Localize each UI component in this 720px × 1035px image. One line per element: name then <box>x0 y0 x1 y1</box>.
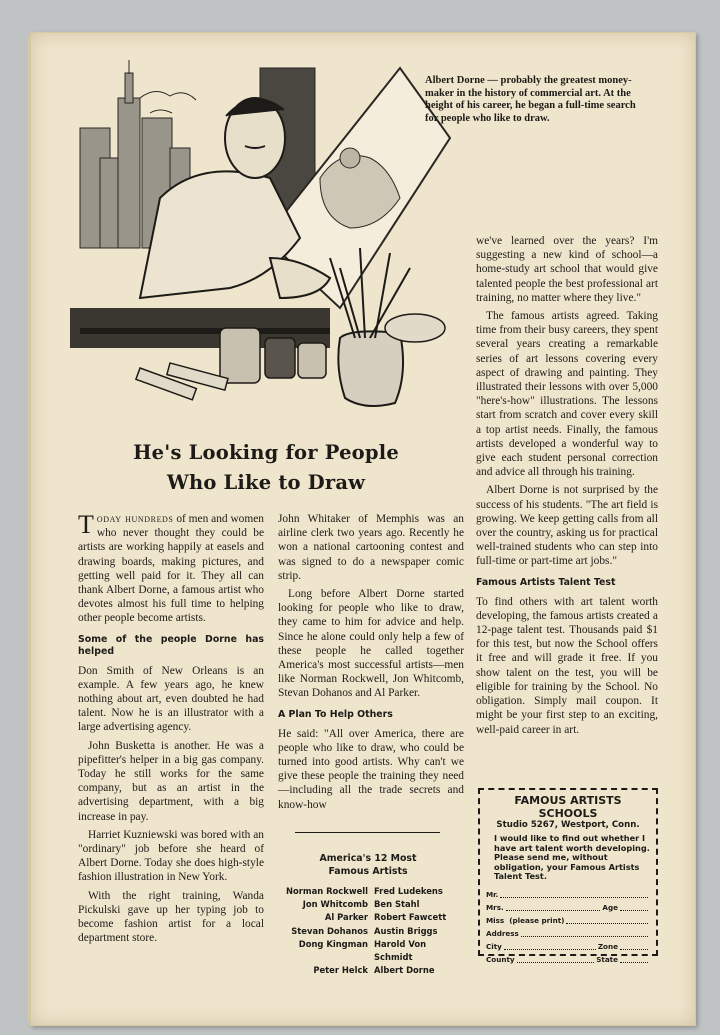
paragraph: Don Smith of New Orleans is an example. A few years ago, he knew nothing about art, even doubted he had talent. Now he is an illustrator with a large advertising agency. <box>78 664 264 734</box>
zone-field[interactable] <box>620 940 648 950</box>
artist-name: Dong Kingman <box>298 938 368 949</box>
artist-illustration <box>70 58 470 418</box>
artist-name: Austin Briggs <box>374 925 438 936</box>
column-2 <box>278 512 464 816</box>
zone-label: Zone <box>597 941 618 951</box>
artist-name: Jon Whitcomb <box>302 899 368 910</box>
name-field[interactable] <box>500 888 648 898</box>
subhead-talent-test: Famous Artists Talent Test <box>476 576 616 588</box>
caption-text: — probably the greatest money-maker in the history of commercial art. At the height of his career, he began a full-time search for people who like to draw. <box>425 75 636 124</box>
artist-row <box>276 925 466 938</box>
artists-list <box>276 885 466 977</box>
paragraph: He said: "All over America, there are people who like to draw, who could be turned into good artists. Why can't we give these people the training they need—including all the trade secrets and know-how <box>278 727 464 811</box>
state-field[interactable] <box>620 953 648 963</box>
mrs-label: Mrs. <box>486 902 504 912</box>
artist-name: Albert Dorne <box>374 965 435 976</box>
artist-row <box>276 938 466 964</box>
artist-row <box>276 911 466 924</box>
name-field[interactable] <box>566 914 648 924</box>
artists-title-line-1: America's 12 Most <box>319 853 417 864</box>
coupon-studio: Studio 5267, Westport, Conn. <box>496 820 640 830</box>
name-field[interactable] <box>506 901 601 911</box>
artist-name: Norman Rockwell <box>285 886 368 896</box>
paragraph: John Whitaker of Memphis was an airline clerk two years ago. Recently he won a national cartooning contest and was signed to do a newspaper comic strip. <box>278 513 464 582</box>
city-field[interactable] <box>504 940 596 950</box>
artist-name: Harold Von Schmidt <box>374 938 427 963</box>
county-label: County <box>486 954 515 964</box>
state-label: State <box>596 954 618 964</box>
intro-text: of men and women who never thought they could be artists are working happily at easels and drawing boards, making pictures, and getting well paid for it. They all can thank Albert Dorne, a famous artist who devotes almost his full time to helping other people become artists. <box>78 513 264 625</box>
artist-name: Peter Helck <box>313 965 368 976</box>
coupon-line-mrs[interactable] <box>486 901 650 914</box>
coupon-line-miss[interactable] <box>486 914 650 927</box>
artist-name: Robert Fawcett <box>374 912 447 923</box>
headline <box>82 438 450 498</box>
paragraph: With the right training, Wanda Pickulski gave up her typing job to become fashion artist for a local department store. <box>78 889 264 945</box>
age-field[interactable] <box>620 901 648 911</box>
column-1 <box>78 512 264 949</box>
paragraph: The famous artists agreed. Taking time from their busy careers, they spent several years creating a remarkable series of art lessons covering every aspect of drawing and painting. They illustrated their lessons with over 5,000 "here's-how" illustrations. The lessons start from scratch and cover every skill a top artist needs. Finally, the famous artists developed a wonderful way to give each student personal correction and advice all through his training. <box>476 310 658 479</box>
intro-paragraph <box>78 512 264 626</box>
mail-coupon[interactable] <box>478 788 658 964</box>
intro-smallcaps: oday hundreds <box>96 513 174 525</box>
artists-title <box>285 852 451 878</box>
county-field[interactable] <box>517 953 595 963</box>
artists-title-line-2: Famous Artists <box>328 866 408 877</box>
column-3 <box>476 234 658 741</box>
drop-cap: T <box>78 510 94 539</box>
mr-label: Mr. <box>486 889 499 899</box>
address-label: Address <box>486 928 519 938</box>
coupon-line-city[interactable] <box>486 940 650 953</box>
photo-caption <box>425 75 645 125</box>
paragraph: To find others with art talent worth developing, the famous artists created a 12-page talent test. Thousands paid $1 for this test, but now the School offers it free and will grade it free. If you show talent on the test, you will be eligible for training by the School. No obligation. Simply mail coupon. It might be your first step to an exciting, well-paid career in art. <box>476 595 658 736</box>
paragraph: Long before Albert Dorne started looking for people who like to draw, they came to him for advice and help. Since he alone could only help a few of these people he called together America's most successful artists—men like Norman Rockwell, Jon Whitcomb, Stevan Dohanos and Al Parker. <box>278 588 464 700</box>
paragraph: Albert Dorne is not surprised by the success of his students. "The art field is growing. We keep getting calls from all over the country, asking us for practical well-trained students who can step into full-time or part-time art jobs." <box>476 484 658 568</box>
artist-row <box>276 898 466 911</box>
city-label: City <box>486 941 502 951</box>
print-note: (please print) <box>509 915 565 925</box>
artist-name: Al Parker <box>324 912 368 923</box>
coupon-line-address[interactable] <box>486 927 650 940</box>
artist-name: Ben Stahl <box>374 899 420 910</box>
divider-rule <box>295 832 440 833</box>
paragraph: Harriet Kuzniewski was bored with an "ordinary" job before she heard of Albert Dorne. Today she does high-style fashion illustration in New York. <box>78 828 264 884</box>
age-label: Age <box>602 902 618 912</box>
clouds <box>140 91 196 113</box>
headline-line-1: He's Looking for People <box>133 441 399 464</box>
coupon-line-county[interactable] <box>486 953 650 966</box>
paragraph: John Busketta is another. He was a pipefitter's helper in a big gas company. Today he still works for the same company, but as an artist in the advertising department, with a big increase in pay. <box>78 739 264 823</box>
paragraph: we've learned over the years? I'm suggesting a new kind of school—a home-study art school that would give talented people the best professional art training, no matter where they live." <box>476 235 658 304</box>
address-field[interactable] <box>521 927 648 937</box>
artist-name: Fred Ludekens <box>374 886 443 896</box>
subhead-people-helped: Some of the people Dorne has helped <box>78 633 264 657</box>
headline-line-2: Who Like to Draw <box>166 471 366 494</box>
paint-tubes <box>136 363 228 400</box>
miss-label: Miss <box>486 915 505 925</box>
artist-row <box>276 964 466 977</box>
artist-row <box>276 885 466 898</box>
subhead-plan: A Plan To Help Others <box>278 708 393 720</box>
caption-name: Albert Dorne <box>425 75 485 86</box>
coupon-line-mr[interactable] <box>486 888 650 901</box>
artist-name: Stevan Dohanos <box>291 925 368 936</box>
coupon-body: I would like to find out whether I have art talent worth developing. Please send me, without obligation, your Famous Artists Talent Test. <box>494 833 650 882</box>
coupon-title: FAMOUS ARTISTS SCHOOLS <box>514 794 622 820</box>
